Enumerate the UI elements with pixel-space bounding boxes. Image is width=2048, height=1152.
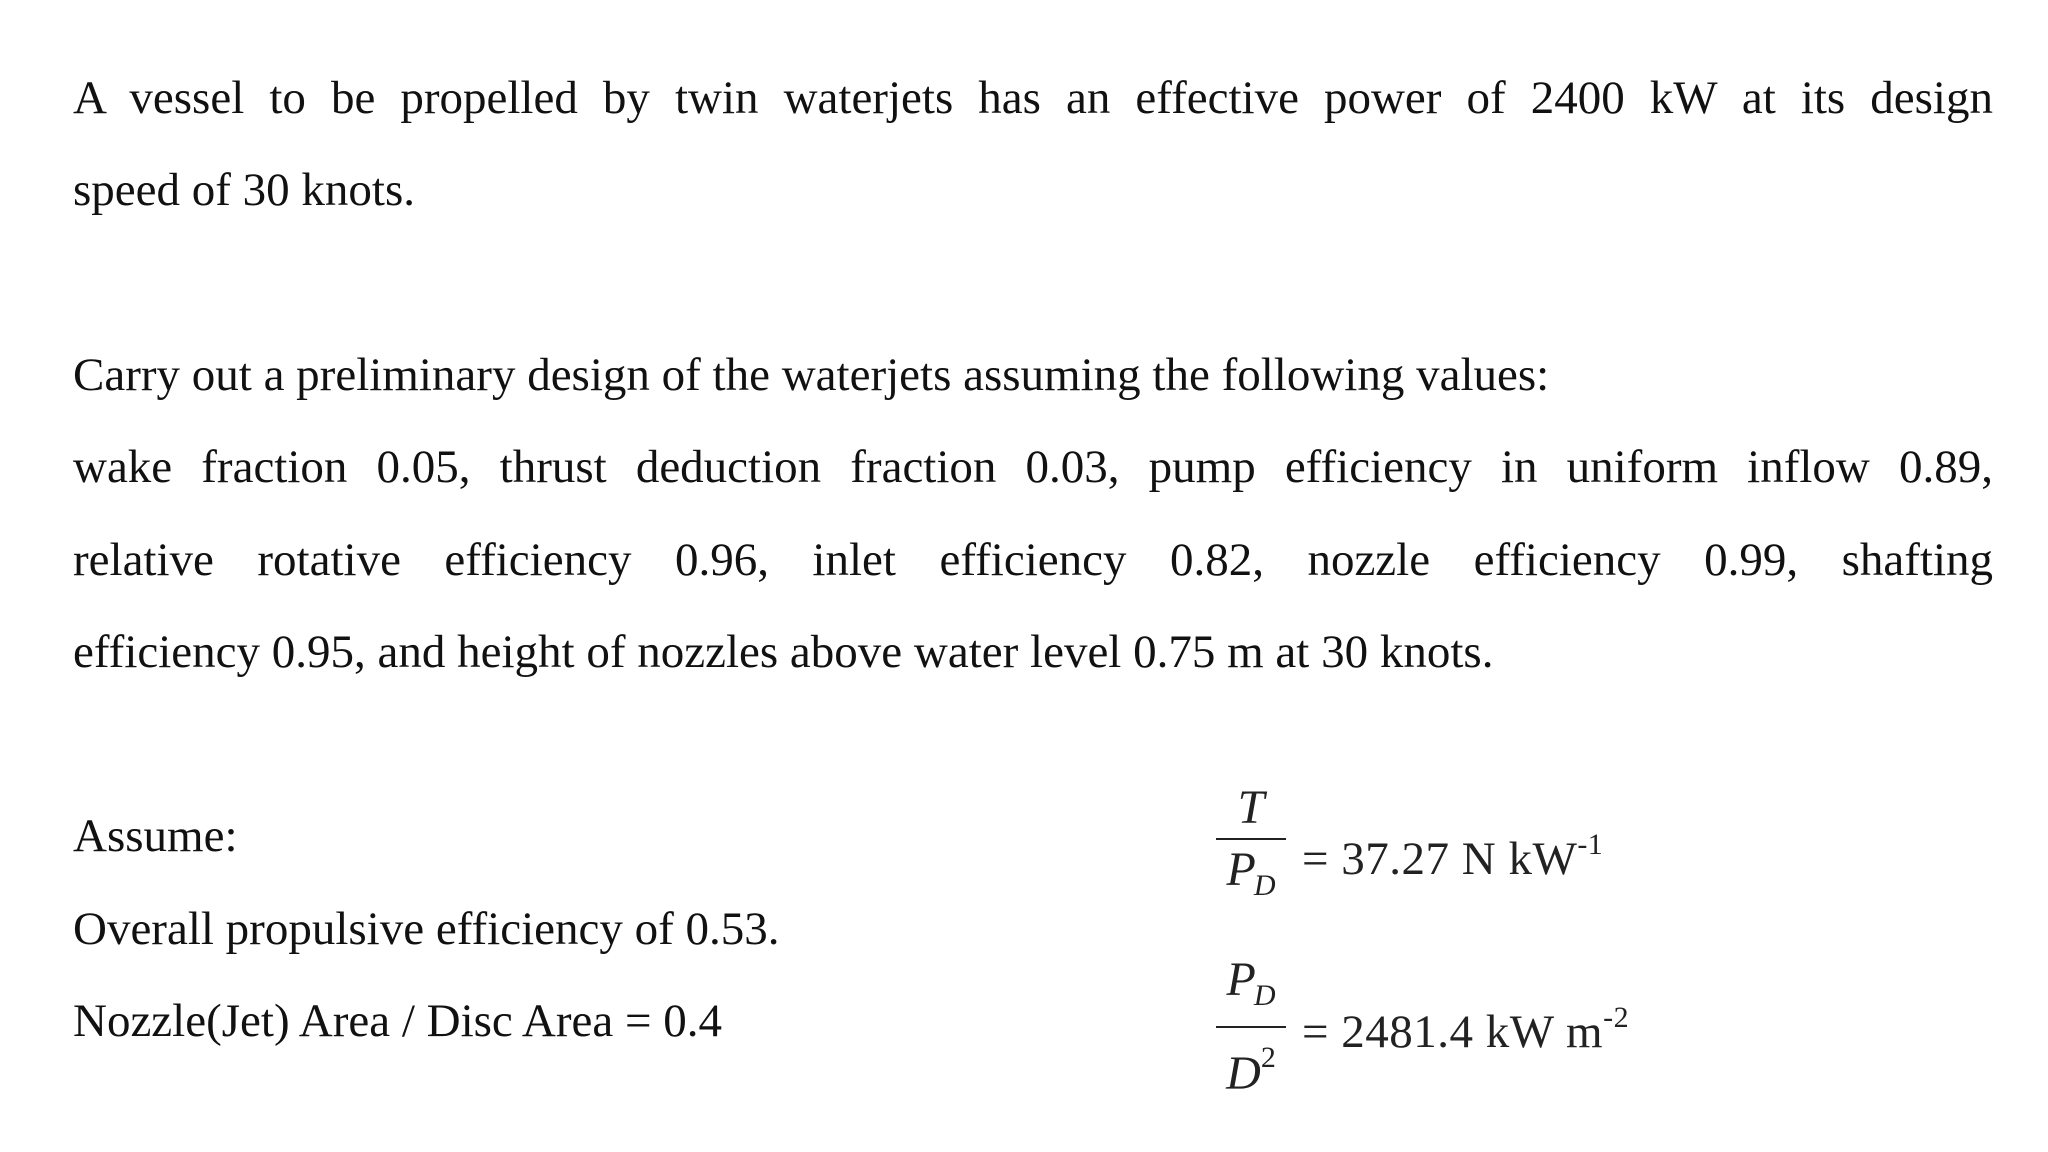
- formula-1-numerator: T: [1237, 781, 1265, 834]
- paragraph-2-line-2: wake fraction 0.05, thrust deduction fraction 0.03, pump efficiency in uniform inflow 0.89,: [73, 441, 1993, 493]
- formula-1-denominator: [1216, 842, 1286, 914]
- formula-1-denominator-base: P: [1226, 843, 1256, 896]
- formula-1-rhs-value: = 37.27 N kW: [1302, 833, 1578, 885]
- formula-2-numerator-subscript: D: [1253, 979, 1276, 1012]
- formula-2-fraction: [1216, 952, 1286, 1102]
- paragraph-1-line-1: A vessel to be propelled by twin waterjets has an effective power of 2400 kW at its design: [73, 72, 1993, 124]
- formula-2-denominator-exponent: 2: [1260, 1041, 1276, 1074]
- assume-item-overall-efficiency: Overall propulsive efficiency of 0.53.: [73, 903, 780, 955]
- assume-heading: Assume:: [73, 810, 238, 862]
- paragraph-2-line-4: efficiency 0.95, and height of nozzles above water level 0.75 m at 30 knots.: [73, 626, 1494, 678]
- assume-item-area-ratio: Nozzle(Jet) Area / Disc Area = 0.4: [73, 995, 723, 1047]
- paragraph-1-line-2: speed of 30 knots.: [73, 164, 416, 216]
- formula-1-rhs-exponent: -1: [1577, 828, 1604, 861]
- formula-2-denominator-base: D: [1226, 1047, 1261, 1100]
- formula-1-fraction: [1216, 780, 1286, 914]
- formula-2-fraction-bar: [1216, 1026, 1286, 1028]
- formula-2-rhs-exponent: -2: [1603, 1001, 1630, 1034]
- formula-2-rhs: [1302, 990, 1629, 1060]
- formula-2-rhs-value: = 2481.4 kW m: [1302, 1006, 1604, 1058]
- paragraph-2-line-1: Carry out a preliminary design of the waterjets assuming the following values:: [73, 349, 1550, 401]
- formula-2-numerator: [1216, 952, 1286, 1024]
- formula-1-fraction-bar: [1216, 838, 1286, 840]
- formula-2-numerator-base: P: [1226, 953, 1256, 1006]
- paragraph-2-line-3: relative rotative efficiency 0.96, inlet efficiency 0.82, nozzle efficiency 0.99, shafting: [73, 534, 1993, 586]
- formula-1-denominator-subscript: D: [1253, 869, 1276, 902]
- formula-2-denominator: [1216, 1030, 1286, 1102]
- formula-1-rhs: [1302, 817, 1603, 887]
